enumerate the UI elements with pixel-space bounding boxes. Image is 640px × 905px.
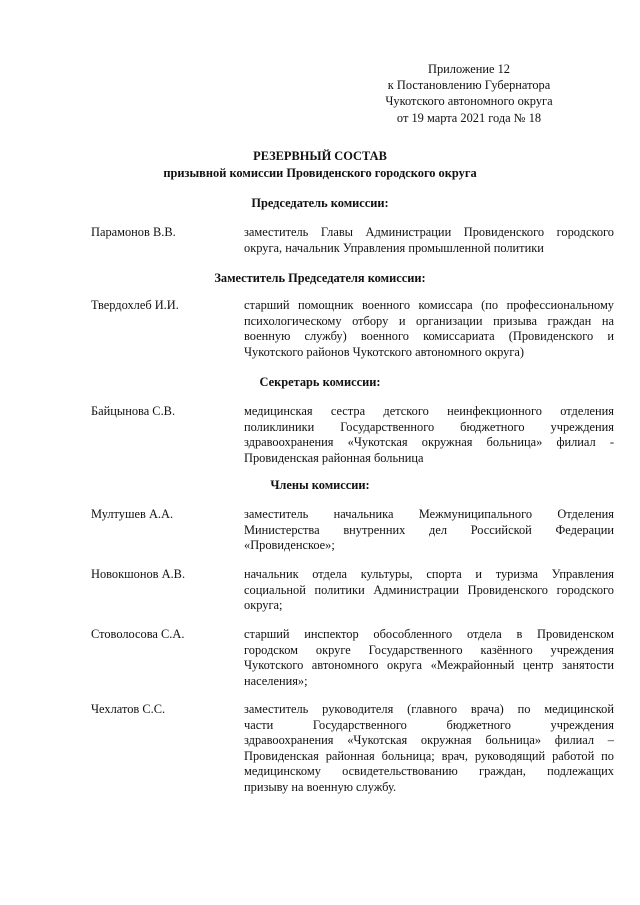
appendix-region: Чукотского автономного округа	[385, 94, 553, 109]
member-name: Новокшонов А.В.	[91, 567, 186, 581]
member-name: Стоволосова С.А.	[91, 627, 185, 641]
section-heading-members: Члены комиссии:	[270, 478, 370, 492]
appendix-reference	[364, 61, 574, 126]
member-position: начальник отдела культуры, спорта и туризма Управления социальной политики Администрации Провиденского городского округа;	[244, 567, 614, 612]
member-position: старший инспектор обособленного отдела в Провиденском городском округе Государственного казённого учреждения Чукотского автономного округа «Межрайонный центр занятости населения»;	[244, 627, 614, 688]
section-heading-deputy: Заместитель Председателя комиссии:	[214, 271, 426, 285]
document-title: РЕЗЕРВНЫЙ СОСТАВ	[253, 149, 387, 163]
member-name: Твердохлеб И.И.	[91, 298, 179, 312]
appendix-date: от 19 марта 2021 года № 18	[396, 110, 542, 125]
appendix-decree: к Постановлению Губернатора	[387, 78, 551, 93]
member-name: Мултушев А.А.	[91, 507, 174, 521]
member-position: заместитель руководителя (главного врача) по медицинской части Государственного бюджетного учреждения здравоохранения «Чукотская окружная больница» филиал – Провиденская районная больница; врач, руководящий работой по медицинскому освидетельствованию граждан, подлежащих призыву на военную службу.	[244, 702, 614, 794]
member-position: медицинская сестра детского неинфекционного отделения поликлиники Государственного бюджетного учреждения здравоохранения «Чукотская окружная больница» филиал - Провиденская районная больница	[244, 404, 614, 465]
member-position: заместитель начальника Межмуниципального Отделения Министерства внутренних дел Российской Федерации «Провиденское»;	[244, 507, 614, 552]
member-position: заместитель Главы Администрации Провиденского городского округа, начальник Управления промышленной политики	[244, 225, 614, 255]
section-heading-chair: Председатель комиссии:	[251, 196, 389, 210]
member-name: Байцынова С.В.	[91, 404, 176, 418]
member-position: старший помощник военного комиссара (по профессиональному психологическому отбору и организации призыва граждан на военную службу) военного комиссариата (Провиденского и Чукотского районов Чукотского автономного округа)	[244, 298, 614, 359]
member-name: Парамонов В.В.	[91, 225, 176, 239]
document-subtitle: призывной комиссии Провиденского городского округа	[163, 166, 477, 180]
member-name: Чехлатов С.С.	[91, 702, 166, 716]
appendix-number: Приложение 12	[428, 62, 510, 76]
section-heading-secretary: Секретарь комиссии:	[259, 375, 381, 389]
